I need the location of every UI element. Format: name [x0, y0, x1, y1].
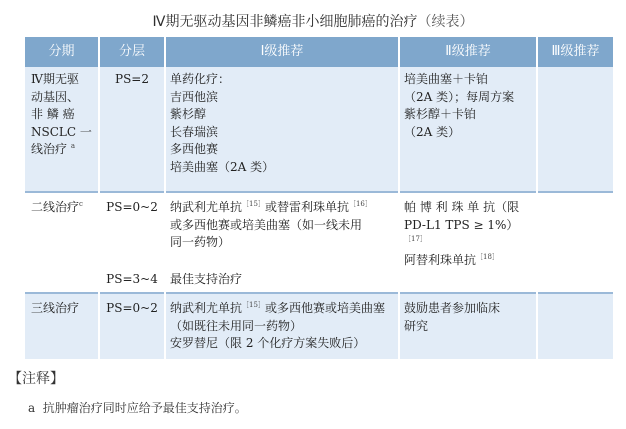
- note-item: [28, 399, 247, 416]
- table-row: [25, 293, 613, 359]
- level1-line: 培美曲塞（2A 类）: [170, 159, 275, 174]
- header-level3: Ⅲ级推荐: [537, 37, 613, 67]
- level1-cell: [165, 192, 399, 269]
- level3-cell: [537, 192, 613, 269]
- level1-line: 或多西他赛或培美曲塞（如一线未用: [170, 217, 363, 232]
- level1-line: 多西他赛: [170, 142, 219, 156]
- reference-marker: ［15］: [242, 200, 265, 208]
- reference-marker: ［15］: [242, 301, 265, 309]
- header-level2: Ⅱ级推荐: [399, 37, 537, 67]
- level1-line: （如既往未用同一药物）: [170, 318, 303, 333]
- table-title-main: Ⅳ期无驱动基因非鳞癌非小细胞肺癌的治疗: [152, 14, 418, 30]
- level1-line: 长春瑞滨: [170, 124, 219, 139]
- header-layer: 分层: [99, 37, 165, 67]
- level1-text: 或多西他赛或培美曲塞: [264, 301, 385, 315]
- reference-marker: ［18］: [476, 252, 499, 261]
- table-title: [0, 11, 626, 31]
- level1-text: 纳武利尤单抗: [170, 301, 243, 315]
- stage-cell: 三线治疗: [25, 293, 99, 359]
- level2-text: 阿替利珠单抗: [404, 252, 477, 267]
- stage-cell: [25, 269, 99, 293]
- layer-cell: PS=0~2: [99, 293, 165, 359]
- level1-cell: 最佳支持治疗: [165, 269, 399, 293]
- header-stage: 分期: [25, 37, 99, 67]
- layer-cell: PS=2: [99, 67, 165, 192]
- notes-heading: 【注释】: [8, 371, 64, 387]
- stage-line: Ⅳ期无驱: [31, 72, 79, 86]
- level1-line: 安罗替尼（限 2 个化疗方案失败后）: [170, 336, 366, 350]
- footnote-marker-c: c: [79, 200, 83, 208]
- level1-line: [170, 300, 394, 318]
- stage-cell: [25, 192, 99, 269]
- level1-line: 同一药物）: [170, 235, 231, 249]
- level2-line: （2A 类）；每周方案: [404, 89, 515, 104]
- table-row: [25, 192, 613, 269]
- reference-marker: ［16］: [348, 200, 372, 208]
- level2-line: [404, 217, 532, 252]
- header-level1: Ⅰ级推荐: [165, 37, 399, 67]
- table-title-suffix: （续表）: [417, 14, 474, 30]
- stage-line-text: 线治疗: [31, 142, 68, 156]
- level1-text: 纳武利尤单抗: [170, 200, 243, 214]
- note-text: 抗肿瘤治疗同时应给予最佳支持治疗。: [42, 401, 247, 415]
- stage-cell: [25, 67, 99, 192]
- level2-line: [404, 252, 532, 270]
- level2-cell: [399, 67, 537, 192]
- stage-line: NSCLC 一: [31, 124, 92, 139]
- level2-line: 培美曲塞＋卡铂: [404, 72, 489, 86]
- layer-cell: PS=3~4: [99, 269, 165, 293]
- level2-line: 研究: [404, 318, 429, 333]
- stage-line: [31, 141, 94, 159]
- level2-cell: [399, 269, 537, 293]
- level1-line: 紫杉醇: [170, 107, 207, 121]
- level1-line: 单药化疗：: [170, 72, 231, 86]
- treatment-table: [25, 37, 613, 359]
- level3-cell: [537, 269, 613, 293]
- stage-line: 动基因、: [31, 89, 80, 104]
- level1-line: [170, 199, 394, 217]
- level2-line: 鼓励患者参加临床: [404, 301, 501, 315]
- level2-line: 紫杉醇＋卡铂: [404, 107, 477, 121]
- stage-line: 非 鳞 癌: [31, 107, 75, 121]
- level2-line: 帕 博 利 珠 单 抗（限: [404, 200, 520, 214]
- level1-cell: [165, 67, 399, 192]
- table-row: [25, 67, 613, 192]
- level2-cell: [399, 293, 537, 359]
- reference-marker: ［17］: [404, 235, 427, 243]
- table-header-row: [25, 37, 613, 67]
- footnote-marker-a: a: [70, 142, 76, 150]
- level1-line: 吉西他滨: [170, 89, 219, 104]
- layer-cell: PS=0~2: [99, 192, 165, 269]
- level1-cell: [165, 293, 399, 359]
- level2-cell: [399, 192, 537, 269]
- table-row: [25, 269, 613, 293]
- level3-cell: [537, 67, 613, 192]
- note-marker: a: [28, 401, 36, 415]
- level1-text: 或替雷利珠单抗: [264, 200, 349, 214]
- level3-cell: [537, 293, 613, 359]
- stage-text: 二线治疗: [31, 200, 80, 214]
- level2-text: PD-L1 TPS ≥ 1%）: [404, 217, 519, 232]
- level2-line: （2A 类）: [404, 124, 461, 139]
